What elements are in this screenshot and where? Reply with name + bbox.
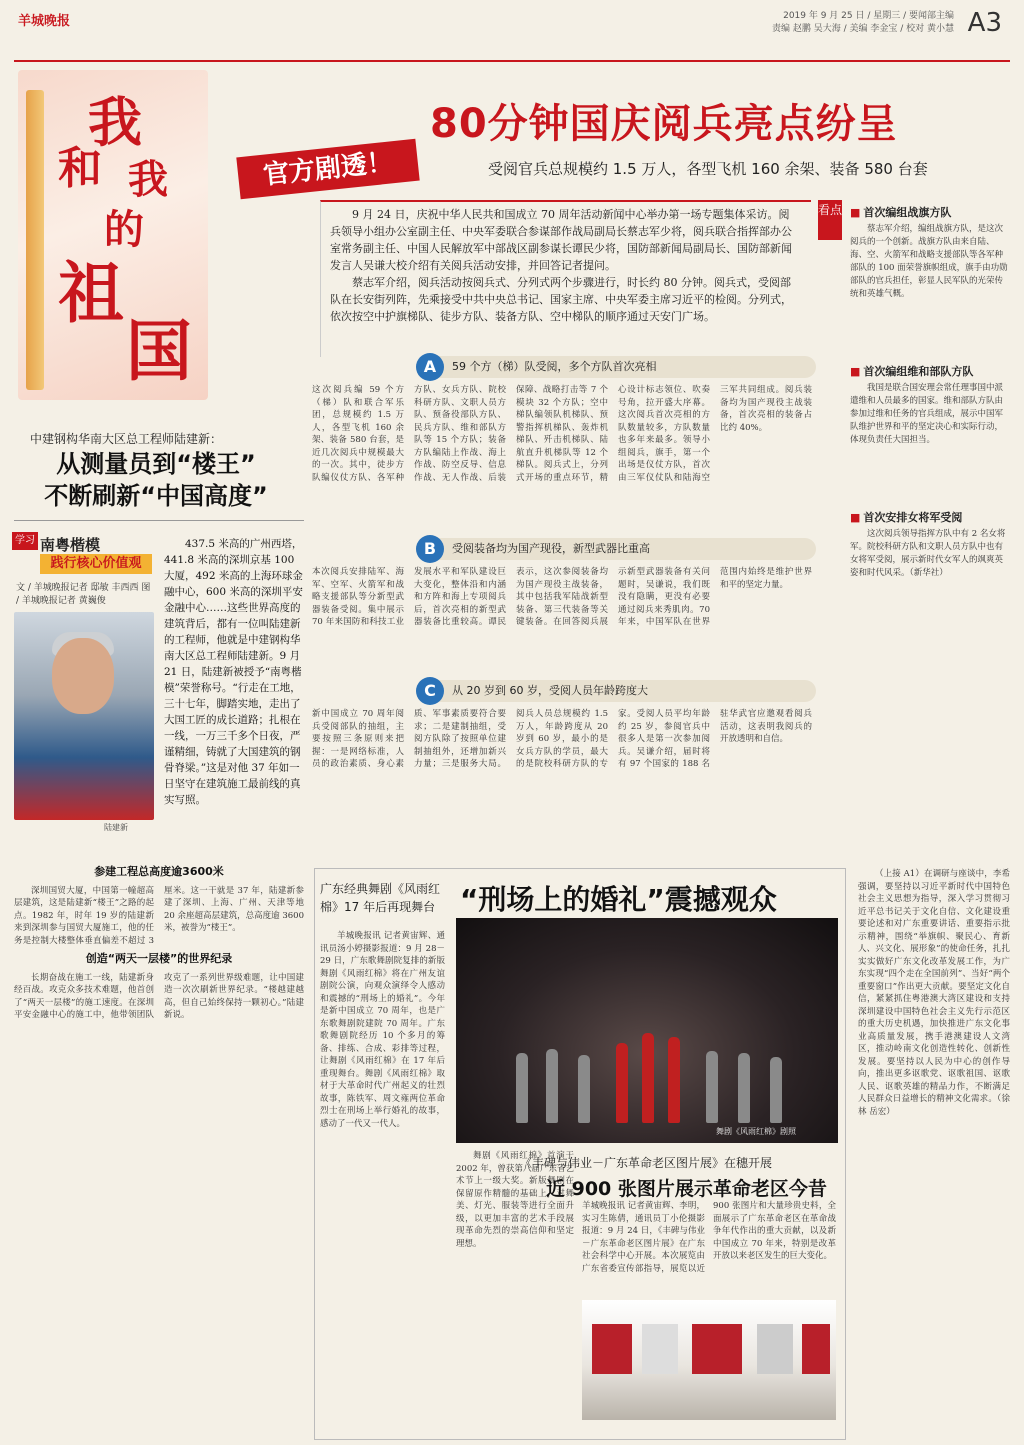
- feature-paragraph: 长期奋战在施工一线，陆建新身经百战。攻克众多技术难题，他首创了“两天一层楼”的施工速度。在深圳平安金融中心的施工中，他带领团队攻克了一系列世界级难题，让中国建造一次次刷新世界纪录。“楼越建越高，但自己始终保持一颗初心。”陆建新说。: [14, 972, 304, 1020]
- newspaper-logo: 羊城晚报: [18, 14, 71, 29]
- exhibit-panel: [692, 1324, 742, 1374]
- performer-figure: [578, 1055, 590, 1123]
- exhibit-title: 近 900 张图片展示革命老区今昔: [546, 1178, 827, 1200]
- byline: 文 / 羊城晚报记者 邸敏 丰西西 图 / 羊城晚报记者 黄巍俊: [16, 583, 151, 606]
- banner-char: 祖: [58, 254, 124, 332]
- feature-title: [16, 448, 296, 512]
- feature-subheading: 参建工程总高度逾3600米: [94, 865, 224, 878]
- section-title: 59 个方（梯）队受阅，多个方队首次亮相: [452, 360, 657, 373]
- section-c-body: 新中国成立 70 周年阅兵受阅部队的抽组，主要按照三条原则来把握：一是网络标准，人员的政治素质、身心素质、军事素质要符合要求；二是建制抽组，受阅方队除了按照单位建制抽组外，还增加新兴力量；三是服务大局。阅兵人员总规模约 1.5 万人，年龄跨度从 20 岁到 60 岁，最小的是女兵方队的学员，最大的是院校科研方队的专家。受阅人员平均年龄约 25 岁，参阅官兵中很多人是第一次参加阅兵。吴谦介绍，届时将有 97 个国家的 188 名驻华武官应邀观看阅兵活动，这表明我阅兵的开放透明和自信。: [312, 709, 812, 769]
- column-name: 南粤楷模: [40, 536, 101, 554]
- section-c-header: [416, 680, 816, 702]
- banner-char: 国: [126, 312, 192, 390]
- section-b-header: [416, 538, 816, 560]
- feature-kicker: 中建钢构华南大区总工程师陆建新：: [30, 432, 223, 446]
- opera-title: “刑场上的婚礼”震撼观众: [460, 883, 777, 916]
- feature-subheading: 创造“两天一层楼”的世界纪录: [85, 952, 233, 965]
- column-tag: 学习: [12, 532, 38, 550]
- page-number: A3: [967, 8, 1002, 38]
- section-title: 受阅装备均为国产现役，新型武器比重高: [452, 542, 650, 555]
- banner-char: 和: [58, 143, 102, 194]
- exhibit-panel: [757, 1324, 793, 1374]
- continued-article: [858, 868, 1010, 1121]
- section-title: 从 20 岁到 60 岁，受阅人员年龄跨度大: [452, 684, 648, 697]
- opera-body-continued: 舞剧《风雨红棉》首演于 2002 年，曾获第八届广东省艺术节上一级大奖。新版舞剧在保留原作精髓的基础上，对舞美、灯光、服装等进行全面升级，以更加丰富的艺术手段展现革命先烈的崇高信仰和坚定理想。: [456, 1151, 574, 1249]
- stage-photo-caption: 舞剧《风雨红棉》剧照: [716, 1127, 796, 1136]
- section-a-body: 这次阅兵编 59 个方（梯）队和联合军乐团，总规模约 1.5 万人，各型飞机 160 余架、装备 580 台套，是近几次阅兵中规模最大的一次。其中，徒步方队编仪仗方队、各军种方队、女兵方队、院校科研方队、文职人员方队、预备役部队方队、民兵方队、维和部队方队等 15 个方队；装备方队编陆上作战、海上作战、防空反导、信息作战、无人作战、后装保障、战略打击等 7 个模块 32 个方队；空中梯队编领队机梯队、预警指挥机梯队、轰炸机梯队、歼击机梯队、陆航直升机梯队等 12 个梯队。阅兵式上，分列式开场的重点环节，精心设计标志领位、吹奏号角，拉开盛大序幕。这次阅兵首次亮相的方队数量较多，方队数量也多年来最多。领导小组阅兵，旗手，第一个出场是仪仗方队，首次由三军仪仗队和陆海空三军共同组成。阅兵装备均为国产现役主战装备，首次亮相的装备占比约 40%。: [312, 385, 812, 483]
- feature-pull-quote: 437.5 米高的广州西塔，441.8 米高的深圳京基 100 大厦，492 米高的上海环球金融中心，600 米高的深圳平安金融中心……这些世界高度的建筑背后，都有一位叫陆建新的工程师，他就是中建钢构华南大区总工程师陆建新。9 月 21 日，陆建新被授予“南粤楷模”荣誉称号。“行走在工地，三十七年，脚踏实地，走出了大国工匠的成长道路；扎根在一线，一万三千多个日夜，严谨精细，铸就了大国建筑的钢骨脊梁。”这是对他 37 年如一日坚守在建筑施工最前线的真实写照。: [164, 538, 303, 806]
- opera-body: 羊城晚报讯 记者黄宙辉、通讯员汤小婷摄影报道：9 月 28－29 日，广东歌舞剧院复排的新版舞剧《风雨红棉》将在广州友谊剧院公演，向观众演绎令人感动和震撼的“刑场上的婚礼”。今年是新中国成立 70 周年，也是广东歌舞剧院建院 70 周年。广东歌舞剧院经历 10 个多月的筹备、排练、合成、彩排等过程，让舞剧《风雨红棉》在 17 年后重现舞台。舞剧《风雨红棉》取材于大革命时代广州起义的壮烈故事，陈铁军、周文雍两位革命烈士在刑场上举行婚礼的故事，感动了一代又一代人。: [320, 931, 445, 1129]
- sidebar-heading: ■ 首次安排女将军受阅: [850, 511, 1010, 524]
- exhibit-panel: [592, 1324, 632, 1374]
- main-headline: 80分钟国庆阅兵亮点纷呈: [430, 101, 898, 147]
- section-b-body: 本次阅兵安排陆军、海军、空军、火箭军和战略支援部队等分新型武器装备受阅。集中展示 70 年来国防和科技工业发展水平和军队建设巨大变化，整体沿和内涵和方阵和海上专项阅兵后，首次亮相的新型武器装备比重较高。谭民表示，这次参阅装备均为国产现役主战装备，其中包括我军陆战新型装备、第三代装备等关键装备。在回答阅兵展示新型武器装备有关问题时，吴谦说，我们既没有隐瞒，更没有必要通过阅兵来秀肌肉。70 年来，中国军队在世界范围内始终是维护世界和平的坚定力量。: [312, 567, 812, 627]
- opera-kicker: 广东经典舞剧《风雨红棉》17 年后再现舞台: [320, 882, 441, 914]
- header-rule: [14, 60, 1010, 62]
- feature-paragraph: 深圳国贸大厦，中国第一幢超高层建筑，这是陆建新“楼王”之路的起点。1982 年，时年 19 岁的陆建新来到深圳参与国贸大厦施工，他的任务是控制大楼整体垂直偏差不超过 3 厘米。这一干就是 37 年，陆建新参建了深圳、上海、广州、天津等地 20 余座超高层建筑，总高度逾 3600 米，被誉为“楼王”。: [14, 885, 304, 946]
- series-banner: [18, 70, 208, 400]
- performer-figure: [770, 1057, 782, 1123]
- banner-char: 我: [128, 156, 168, 203]
- sidebar-highlights: [850, 200, 1010, 584]
- sidebar-heading: ■ 首次编组维和部队方队: [850, 365, 1010, 378]
- sidebar-heading: ■ 首次编组战旗方队: [850, 206, 1010, 219]
- lead-paragraph: 蔡志军介绍，阅兵活动按阅兵式、分列式两个步骤进行，时长约 80 分钟。阅兵式，受阅部队在长安街列阵，先乘接受中共中央总书记、国家主席、中央军委主席习近平的检阅。分列式，依次按空中护旗梯队、徒步方队、装备方队、空中梯队的顺序通过天安门广场。: [330, 276, 792, 323]
- section-badge: 官方剧透！: [236, 139, 419, 200]
- stage-photo: [456, 918, 838, 1143]
- feature-body: [14, 860, 304, 1023]
- performer-figure: [642, 1033, 654, 1123]
- continued-paragraph: （上接 A1）在调研与座谈中，李希强调，要坚持以习近平新时代中国特色社会主义思想为指导，深入学习贯彻习近平总书记关于文化自信、文化建设重要论述和对广东重要讲话、重要指示批示精神，围绕“举旗帜、聚民心、育新人、兴文化、展形象”的使命任务，扎扎实实做好广东文化改革发展工作，为广东实现“四个走在全国前列”、当好“两个重要窗口”作出更大贡献。要坚定文化自信，紧紧抓住粤港澳大湾区建设和支持深圳建设中国特色社会主义先行示范区的重大历史机遇，加快推进广东文化事业高质量发展，携手港澳建设人文湾区，推动岭南文化创造性转化、创新性发展。要坚持以人民为中心的创作导向，推出更多讴歌党、讴歌祖国、讴歌人民、讴歌英雄的精品力作，不断满足人民群众日益增长的精神文化需求。（徐林 岳宏）: [858, 869, 1010, 1117]
- performer-figure: [516, 1053, 528, 1123]
- section-letter: C: [416, 677, 444, 705]
- lead-paragraph: 9 月 24 日，庆祝中华人民共和国成立 70 周年活动新闻中心举办第一场专题集体采访。阅兵领导小组办公室副主任、中央军委联合参谋部作战局副局长蔡志军少将，阅兵联合指挥部办公室常务副主任、中国人民解放军中部战区副参谋长谭民少将，国防部新闻局副局长、国防部新闻发言人吴谦大校介绍有关阅兵活动安排，并回答记者提问。: [330, 208, 792, 272]
- lead-text: [330, 206, 800, 325]
- photo-caption: 陆建新: [104, 823, 128, 832]
- column-subtitle: 践行核心价值观: [40, 554, 152, 574]
- performer-figure: [738, 1053, 750, 1123]
- huabiao-pillar-icon: [26, 90, 44, 390]
- page-meta: [772, 10, 954, 36]
- portrait-face: [52, 638, 114, 714]
- feature-title-line: 不断刷新“中国高度”: [44, 482, 268, 510]
- banner-char: 的: [104, 206, 144, 253]
- main-subhead: 受阅官兵总规模约 1.5 万人，各型飞机 160 余架、装备 580 台套: [488, 160, 928, 178]
- exhibit-subtitle: 《丰碑与伟业－广东革命老区图片展》在穗开展: [520, 1156, 773, 1170]
- performer-figure: [668, 1037, 680, 1123]
- sidebar-text: 这次阅兵领导指挥方队中有 2 名女将军。院校科研方队和文职人员方队中也有女将军受阅，展示新时代女军人的飒爽英姿和时代风采。（新华社）: [850, 529, 1006, 578]
- page-meta-editors: 责编 赵鹏 吴大海 / 美编 李金宝 / 校对 黄小慧: [772, 24, 954, 34]
- exhibit-panel: [642, 1324, 678, 1374]
- exhibit-panel: [802, 1324, 830, 1374]
- feature-title-line: 从测量员到“楼王”: [56, 450, 256, 478]
- section-letter: B: [416, 535, 444, 563]
- sidebar-tag: 看点: [818, 200, 842, 240]
- performer-figure: [706, 1051, 718, 1123]
- sidebar-text: 蔡志军介绍，编组战旗方队，是这次阅兵的一个创新。战旗方队由来自陆、海、空、火箭军和战略支援部队等各军种部队的 100 面荣誉旗帜组成，旗手由功勋部队的官兵担任，彰显人民军队的光荣传统和英雄气概。: [850, 224, 1008, 299]
- banner-char: 我: [88, 90, 142, 154]
- exhibit-body: 羊城晚报讯 记者黄宙辉、李明，实习生陈倩，通讯员丁小伦摄影报道：9 月 24 日，《丰碑与伟业－广东革命老区图片展》在广东社会科学中心开展。本次展览由广东省委宣传部指导，展览以近 900 张图片和大量珍贵史料，全面展示了广东革命老区在革命战争年代作出的重大贡献，以及新中国成立 70 年来，特别是改革开放以来老区发生的巨大变化。: [582, 1201, 836, 1274]
- sidebar-text: 我国是联合国安理会常任理事国中派遣维和人员最多的国家。维和部队方队由参加过维和任务的官兵组成，展示中国军队维护世界和平的坚定决心和实际行动，体现负责任大国担当。: [850, 383, 1004, 445]
- page-meta-date: 2019 年 9 月 25 日 / 星期三 / 要闻部主编: [783, 11, 954, 21]
- portrait-photo: [14, 612, 154, 820]
- section-a-header: [416, 356, 816, 378]
- exhibit-photo: [582, 1300, 836, 1420]
- performer-figure: [546, 1049, 558, 1123]
- feature-rule: [14, 520, 304, 521]
- performer-figure: [616, 1043, 628, 1123]
- section-letter: A: [416, 353, 444, 381]
